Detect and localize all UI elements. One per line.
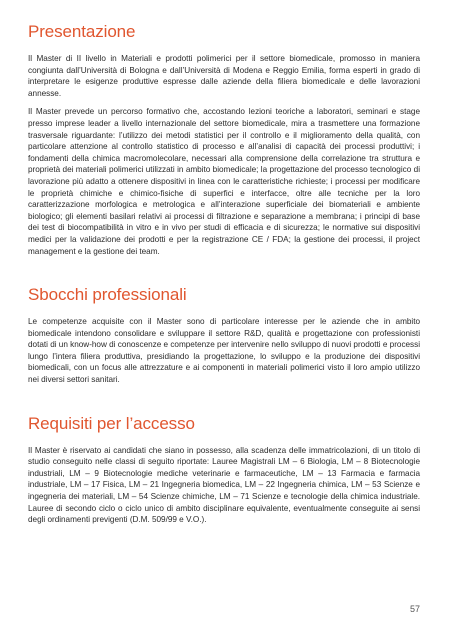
paragraph: Le competenze acquisite con il Master sono di particolare interesse per le aziende che in ambito biomedicale intendono consolidare e sviluppare il settore R&D, qualità e progettazione con professionisti dotati di un know-how di conoscenze e competenze per intervenire nello sviluppo di nuovi prodotti e processi lungo l’intera filiera produttiva, presidiando la progettazione, lo sviluppo e la produzione dei dispositivi biomedicali, con un focus alle attrezzature e ai componenti in materiali polimerici visto il loro ampio utilizzo nei diversi settori sanitari.	[28, 317, 420, 385]
page-number: 57	[410, 604, 421, 614]
section-heading: Presentazione	[28, 22, 136, 41]
paragraph: Il Master prevede un percorso formativo che, accostando lezioni teoriche a laboratori, seminari e stage presso imprese leader a livello internazionale del settore biomedicale, mira a trasmettere una formazione trasversale riguardante: l’utilizzo dei metodi statistici per il controllo e il miglioramento della qualità, con particolare attenzione al controllo statistico di processo e all’analisi di capacità dei processi produttivi; i fondamenti della chimica macromolecolare, necessari alla comprensione della correlazione tra struttura e proprietà dei materiali polimerici utilizzati in ambito biomedicale; la progettazione del processo tecnologico di lavorazione più adatto a ottenere dispositivi in linea con le caratteristiche richieste; i processi per modificare le proprietà chimiche e chimico-fisiche di superfici e interfacce, oltre alle tecniche per la loro caratterizzazione morfologica e metrologica e all’interazione superficiale dei biomateriali e ambiente biologico; gli elementi basilari relativi ai processi di filtrazione e separazione a membrana; i principi di base dei test di biocompatibilità in vitro e in vivo per studi di efficacia e di sicurezza; le normative sui dispositivi medici per la validazione dei prodotti e per la registrazione CE / FDA; la gestione dei processi, il project management e la gestione dei team.	[28, 107, 420, 256]
paragraph: Il Master di II livello in Materiali e prodotti polimerici per il settore biomedicale, promosso in maniera congiunta dall’Università di Bologna e dall’Università di Modena e Reggio Emilia, forma esperti in grado di interpretare le esigenze produttive espresse dalle aziende della filiera biomedicale e delle lavorazioni annesse.	[28, 54, 420, 98]
section-heading: Sbocchi professionali	[28, 285, 187, 305]
section-heading: Requisiti per l’accesso	[28, 413, 195, 433]
page-content	[28, 22, 420, 533]
paragraph: Il Master è riservato ai candidati che siano in possesso, alla scadenza delle immatricolazioni, di un titolo di studio conseguito nelle classi di seguito riportate: Lauree Magistrali LM – 6 Biologia, LM – 8 Biotecnologie industriali, LM – 9 Biotecnologie mediche veterinarie e farmaceutiche, LM – 13 Farmacia e farmacia industriale, LM – 17 Fisica, LM – 21 Ingegneria biomedica, LM – 22 Ingegneria chimica, LM – 53 Scienze e ingegneria dei materiali, LM – 54 Scienze chimiche, LM – 71 Scienze e tecnologie della chimica industriale. Lauree di secondo ciclo o ciclo unico di ambito disciplinare equivalente, eventualmente conseguite ai sensi degli ordinamenti previgenti (D.M. 509/99 e V.O.).	[28, 445, 420, 525]
section-sbocchi-professionali	[28, 285, 420, 386]
section-presentazione	[28, 22, 420, 257]
section-requisiti-accesso	[28, 414, 420, 526]
